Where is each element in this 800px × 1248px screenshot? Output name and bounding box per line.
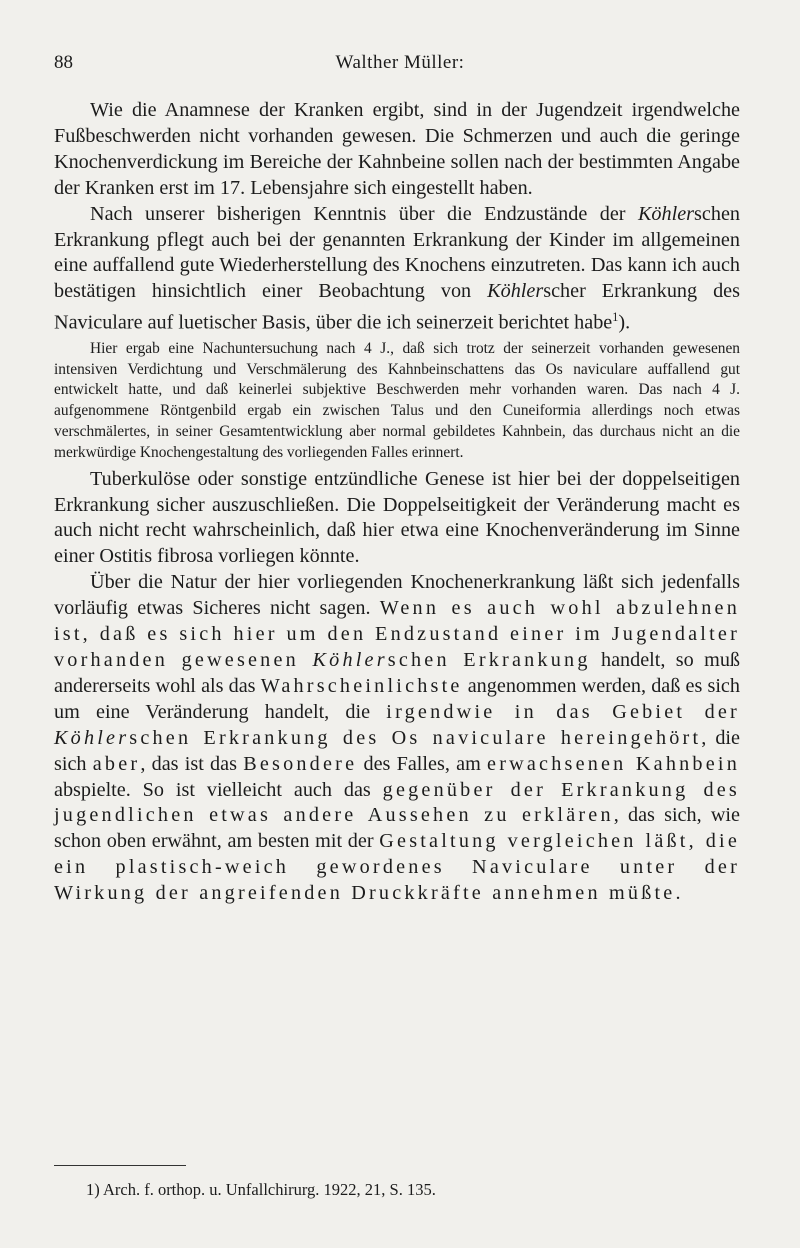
spaced-text: aber bbox=[92, 752, 141, 775]
italic-name: Köhler bbox=[54, 726, 130, 749]
text-run: , das ist das bbox=[140, 752, 244, 775]
footnote: 1) Arch. f. orthop. u. Unfallchirurg. 1922, 21, S. 135. bbox=[86, 1180, 436, 1199]
footnote-marker: 1 bbox=[612, 310, 619, 325]
spaced-text bbox=[299, 649, 313, 671]
text-run: abspielte. So ist vielleicht auch das bbox=[54, 778, 383, 801]
spaced-text: gegenüber der Erkrankung des jugendlichen etwas andere Aussehen zu erklären bbox=[54, 778, 740, 827]
italic-name: Köhler bbox=[637, 202, 695, 225]
spaced-text: schen Erkrankung des Os naviculare hereingehört bbox=[129, 726, 702, 749]
text-run: angenommen werden, daß es sich um eine Veränderung handelt, die bbox=[54, 674, 740, 723]
text-run: des Falles, am bbox=[357, 752, 488, 775]
spaced-text: irgendwie in das Gebiet der bbox=[386, 700, 740, 723]
spaced-text: Wahrscheinlichste bbox=[260, 674, 463, 697]
spaced-text: erwachsenen Kahnbein bbox=[487, 752, 740, 775]
footnote-divider bbox=[54, 1165, 186, 1166]
text-run: handelt, so muß andererseits wohl als das bbox=[54, 649, 741, 697]
paragraph-anamnese: Wie die Anamnese der Kranken ergibt, sind in der Jugendzeit irgendwelche Fußbeschwerden nicht vorhanden gewesen. Die Schmerzen und auch die geringe Knochenverdickung im Bereiche der Kahnbeine sollen nach der bestimmten Angabe der Kranken erst im 17. Lebensjahre sich eingestellt haben. bbox=[54, 99, 740, 199]
running-head: Walther Müller: bbox=[335, 52, 465, 73]
spaced-text: Besondere bbox=[243, 752, 358, 775]
paragraph-natur bbox=[54, 570, 740, 907]
text-run: ). bbox=[618, 311, 631, 334]
italic-name: Köhler bbox=[487, 280, 544, 303]
paragraph-genese: Tuberkulöse oder sonstige entzündliche Genese ist hier bei der doppelseitigen Erkrankung sicher auszuschließen. Die Doppelseitigkeit der Veränderung macht es auch nicht recht wahrscheinlich, daß hier etwa eine Knochenveränderung im Sinne einer Ostitis fibrosa vorliegen könnte. bbox=[54, 467, 740, 568]
text-run: . bbox=[675, 882, 681, 905]
spaced-text: schen Erkrankung bbox=[387, 649, 591, 672]
paragraph-kenntnis bbox=[54, 202, 740, 337]
paragraph-nachuntersuchung: Hier ergab eine Nachuntersuchung nach 4 J., daß sich trotz der seinerzeit vorhanden gewesenen intensiven Verdichtung und Verschmälerung des Kahnbeinschattens das Os naviculare auffallend gut entwickelt hatte, und daß keinerlei subjektive Beschwerden mehr vorhanden waren. Das nach 4 J. aufgenommene Röntgenbild ergab ein zwischen Talus und den Cuneiformia allerdings noch etwas verschmälertes, in seiner Gesamtentwicklung aber normal gebildetes Kahnbein, das durchaus nicht an die merkwürdige Knochengestaltung des vorliegenden Falles erinnert. bbox=[54, 339, 740, 461]
spaced-text: Wenn es auch wohl abzulehnen ist, daß es sich hier um den Endzustand einer im Jugendalter vorhanden gewesenen bbox=[54, 597, 740, 672]
text-run: schen Erkrankung pflegt auch bei der genannten Erkrankung der Kinder im allgemeinen eine auffallend gute Wiederherstellung des Knochens einzutreten. Das kann ich auch bestätigen hinsichtlich einer Beobachtung von bbox=[54, 202, 740, 303]
spaced-text: Gestaltung vergleichen läßt, die ein plastisch-weich gewordenes Naviculare unter der Wirkung der angreifenden Druckkräfte annehmen müßte bbox=[54, 830, 740, 905]
italic-name: Köhler bbox=[312, 649, 388, 672]
text-run: , das sich, wie schon oben erwähnt, am besten mit der bbox=[54, 804, 741, 853]
body-text bbox=[54, 98, 740, 907]
page-header bbox=[54, 52, 746, 78]
text-run: Über die Natur der hier vorliegenden Knochenerkrankung läßt sich jedenfalls vorläufig etwas Sicheres nicht sagen. bbox=[54, 571, 740, 620]
text-run: , die sich bbox=[54, 726, 740, 775]
page-number: 88 bbox=[54, 52, 73, 73]
text-run: Nach unserer bisherigen Kenntnis über die Endzustände der bbox=[90, 202, 638, 225]
text-run: scher Erkrankung des Naviculare auf luetischer Basis, über die ich seinerzeit berichtet habe bbox=[54, 280, 740, 334]
